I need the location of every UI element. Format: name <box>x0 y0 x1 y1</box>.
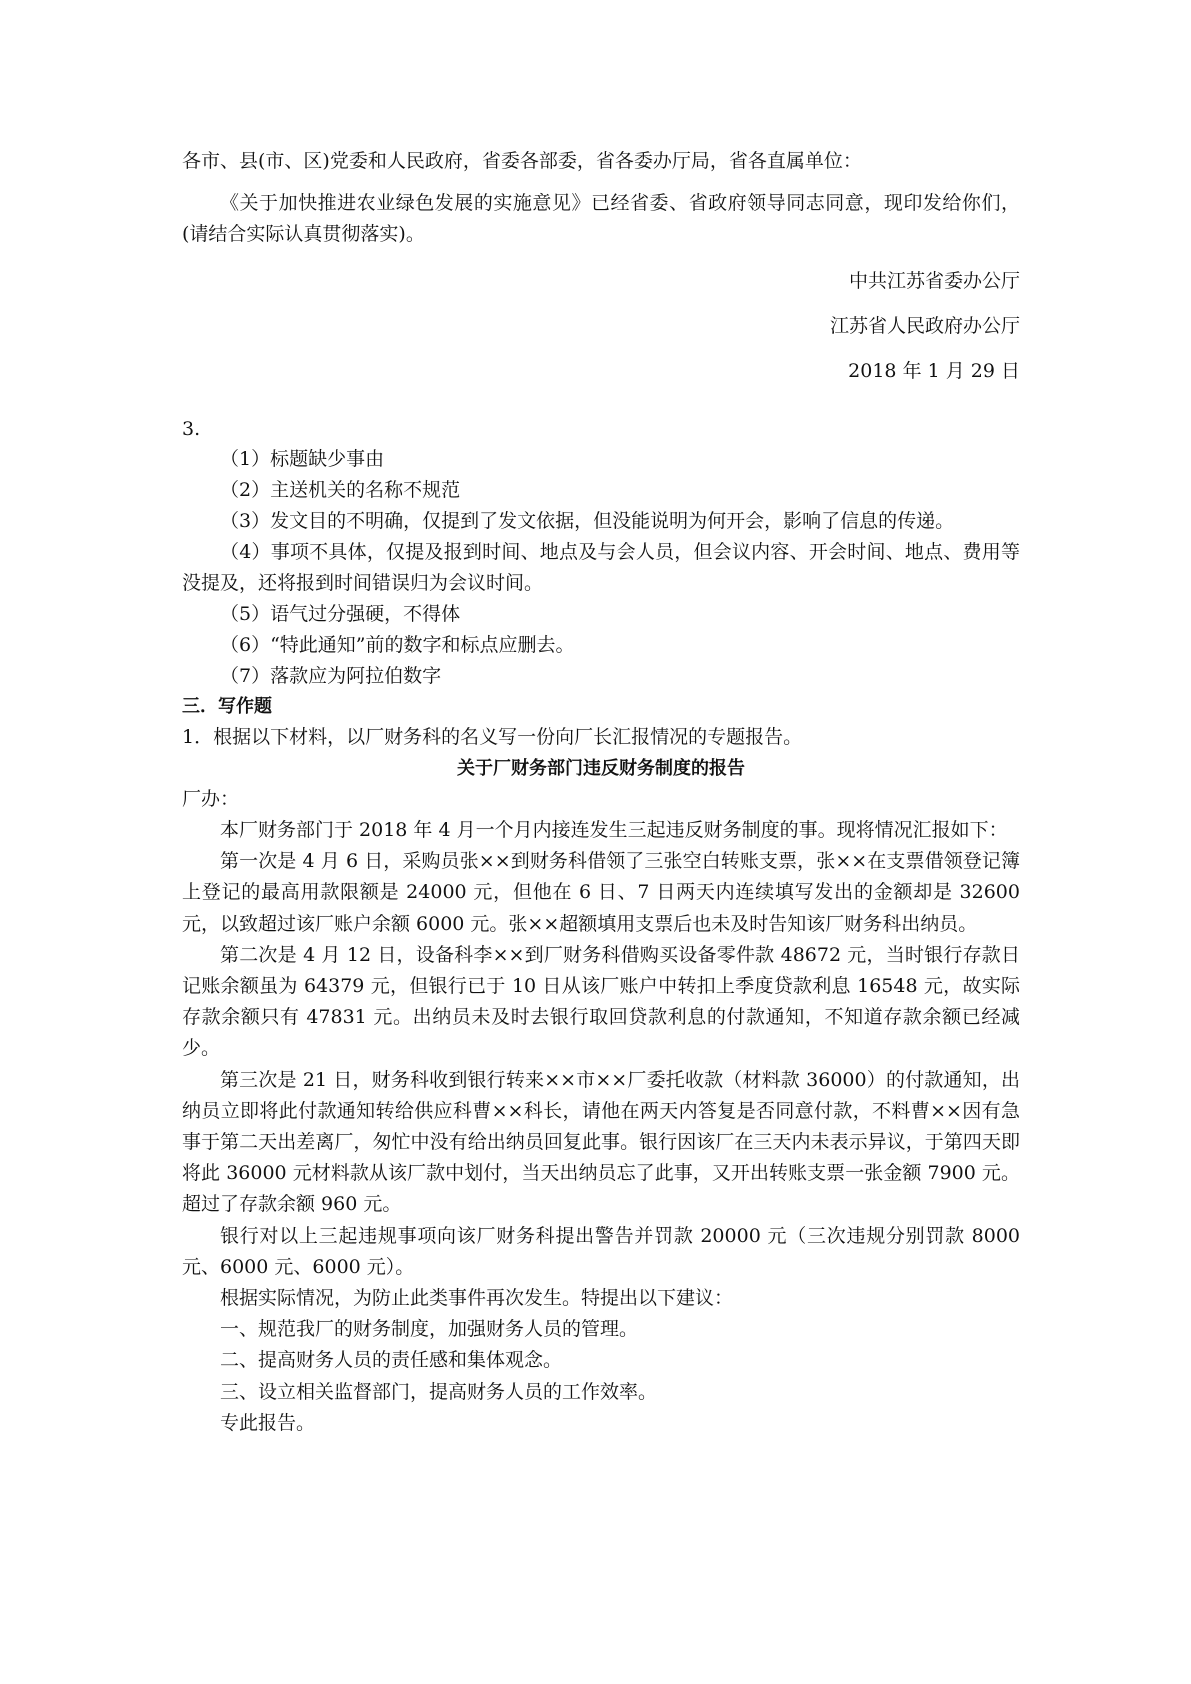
suggestion-item-2: 二、提高财务人员的责任感和集体观念。 <box>220 1349 563 1372</box>
signature-issuer-2: 江苏省人民政府办公厅 <box>829 315 1020 337</box>
signature-issuer-1: 中共江苏省委办公厅 <box>848 270 1020 292</box>
greeting-line: 各市、县(市、区)党委和人民政府，省委各部委，省各委办厅局，省各直属单位： <box>182 150 862 172</box>
report-paragraph: 银行对以上三起违规事项向该厂财务科提出警告并罚款 20000 元（三次违规分别罚款 8000 元、6000 元、6000 元）。 <box>182 1224 1020 1278</box>
question-text: 1．根据以下材料，以厂财务科的名义写一份向厂长汇报情况的专题报告。 <box>182 726 803 748</box>
answer-item-1: （1）标题缺少事由 <box>220 448 385 470</box>
answer-item-6: （6）“特此通知”前的数字和标点应删去。 <box>220 634 575 656</box>
report-salutation: 厂办： <box>182 788 240 810</box>
answer-item-7: （7）落款应为阿拉伯数字 <box>220 665 442 687</box>
report-paragraph: 根据实际情况，为防止此类事件再次发生。特提出以下建议： <box>220 1287 734 1310</box>
lead-paragraph: 《关于加快推进农业绿色发展的实施意见》已经省委、省政府领导同志同意，现印发给你们，(请结合实际认真贯彻落实)。 <box>182 192 1020 245</box>
signature-date: 2018 年 1 月 29 日 <box>848 360 1020 382</box>
report-paragraph: 第三次是 21 日，财务科收到银行转来××市××厂委托收款（材料款 36000）的付款通知，出纳员立即将此付款通知转给供应科曹××科长，请他在两天内答复是否同意付款，不料曹××因有急事于第二天出差离厂，匆忙中没有给出纳员回复此事。银行因该厂在三天内未表示异议，于第四天即将此 36000 元材料款从该厂款中划付，当天出纳员忘了此事，又开出转账支票一张金额 7900 元。超过了存款余额 960 元。 <box>182 1068 1020 1216</box>
answer-item-3: （3）发文目的不明确，仅提到了发文依据，但没能说明为何开会，影响了信息的传递。 <box>220 510 955 532</box>
section-heading: 三．写作题 <box>182 696 272 717</box>
report-paragraph: 第一次是 4 月 6 日，采购员张××到财务科借领了三张空白转账支票，张××在支票借领登记簿上登记的最高用款限额是 24000 元，但他在 6 日、7 日两天内连续填写发出的金额却是 32600 元，以致超过该厂账户余额 6000 元。张××超额填用支票后也未及时告知该厂财务科出纳员。 <box>182 850 1020 935</box>
suggestion-item-3: 三、设立相关监督部门，提高财务人员的工作效率。 <box>220 1380 658 1403</box>
report-paragraph: 本厂财务部门于 2018 年 4 月一个月内接连发生三起违反财务制度的事。现将情况汇报如下： <box>220 819 1008 841</box>
report-title: 关于厂财务部门违反财务制度的报告 <box>457 758 745 779</box>
answer-item-4: （4）事项不具体，仅提及报到时间、地点及与会人员，但会议内容、开会时间、地点、费用等没提及，还将报到时间错误归为会议时间。 <box>182 541 1020 594</box>
answer-number: 3. <box>182 418 201 440</box>
report-paragraph: 第二次是 4 月 12 日，设备科李××到厂财务科借购买设备零件款 48672 元，当时银行存款日记账余额虽为 64379 元，但银行已于 10 日从该厂账户中转扣上季度贷款利息 16548 元，故实际存款余额只有 47831 元。出纳员未及时去银行取回贷款利息的付款通知，不知道存款余额已经减少。 <box>182 943 1020 1060</box>
answer-item-5: （5）语气过分强硬，不得体 <box>220 603 461 625</box>
document-body <box>182 146 1020 1439</box>
report-closing: 专此报告。 <box>220 1411 316 1434</box>
suggestion-item-1: 一、规范我厂的财务制度，加强财务人员的管理。 <box>220 1318 639 1341</box>
answer-item-2: （2）主送机关的名称不规范 <box>220 479 461 501</box>
